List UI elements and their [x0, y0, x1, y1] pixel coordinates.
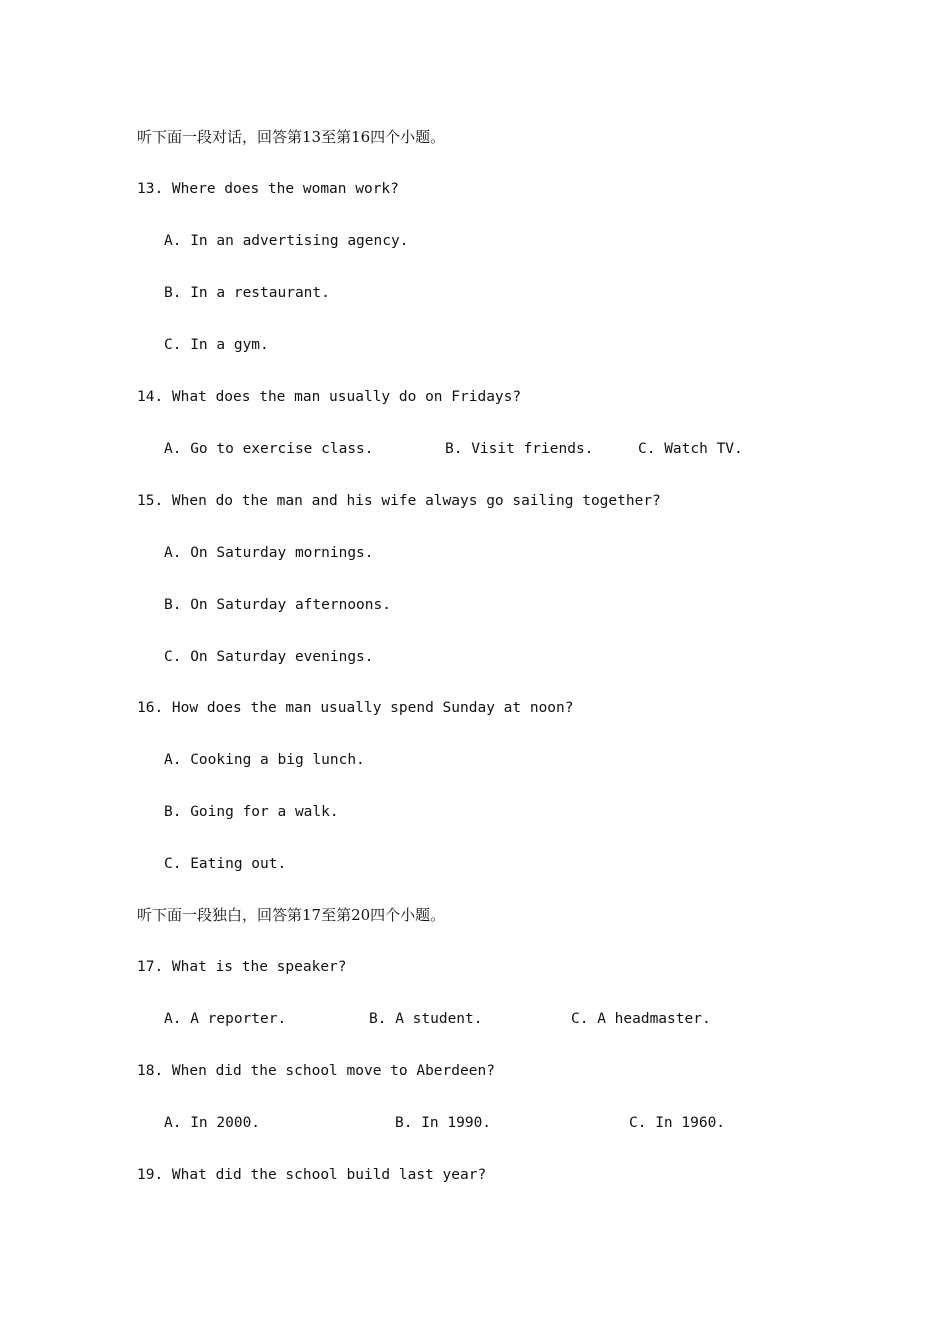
question-13: 13. Where does the woman work?	[137, 181, 399, 197]
question-16: 16. How does the man usually spend Sunday at noon?	[137, 700, 574, 716]
question-15: 15. When do the man and his wife always go sailing together?	[137, 493, 661, 509]
question-15-option-b: B. On Saturday afternoons.	[164, 597, 391, 613]
question-15-option-c: C. On Saturday evenings.	[164, 649, 374, 665]
question-18: 18. When did the school move to Aberdeen?	[137, 1063, 495, 1079]
question-18-option-a: A. In 2000.	[164, 1115, 261, 1131]
question-17-option-c: C. A headmaster.	[571, 1011, 711, 1027]
question-19: 19. What did the school build last year?	[137, 1167, 487, 1183]
question-13-option-b: B. In a restaurant.	[164, 285, 330, 301]
question-14-option-a: A. Go to exercise class.	[164, 441, 374, 457]
question-16-option-c: C. Eating out.	[164, 856, 287, 872]
question-13-option-a: A. In an advertising agency.	[164, 233, 409, 249]
question-13-option-c: C. In a gym.	[164, 337, 269, 353]
question-14: 14. What does the man usually do on Fridays?	[137, 389, 522, 405]
question-17-option-a: A. A reporter.	[164, 1011, 287, 1027]
question-16-option-b: B. Going for a walk.	[164, 804, 339, 820]
listening-section-instruction: 听下面一段对话，回答第13至第16四个小题。	[137, 128, 446, 146]
question-17-option-b: B. A student.	[369, 1011, 483, 1027]
question-18-option-c: C. In 1960.	[629, 1115, 726, 1131]
question-14-option-c: C. Watch TV.	[638, 441, 743, 457]
question-15-option-a: A. On Saturday mornings.	[164, 545, 374, 561]
question-14-option-b: B. Visit friends.	[445, 441, 594, 457]
monologue-section-instruction: 听下面一段独白，回答第17至第20四个小题。	[137, 906, 446, 924]
question-17: 17. What is the speaker?	[137, 959, 347, 975]
question-16-option-a: A. Cooking a big lunch.	[164, 752, 365, 768]
question-18-option-b: B. In 1990.	[395, 1115, 492, 1131]
